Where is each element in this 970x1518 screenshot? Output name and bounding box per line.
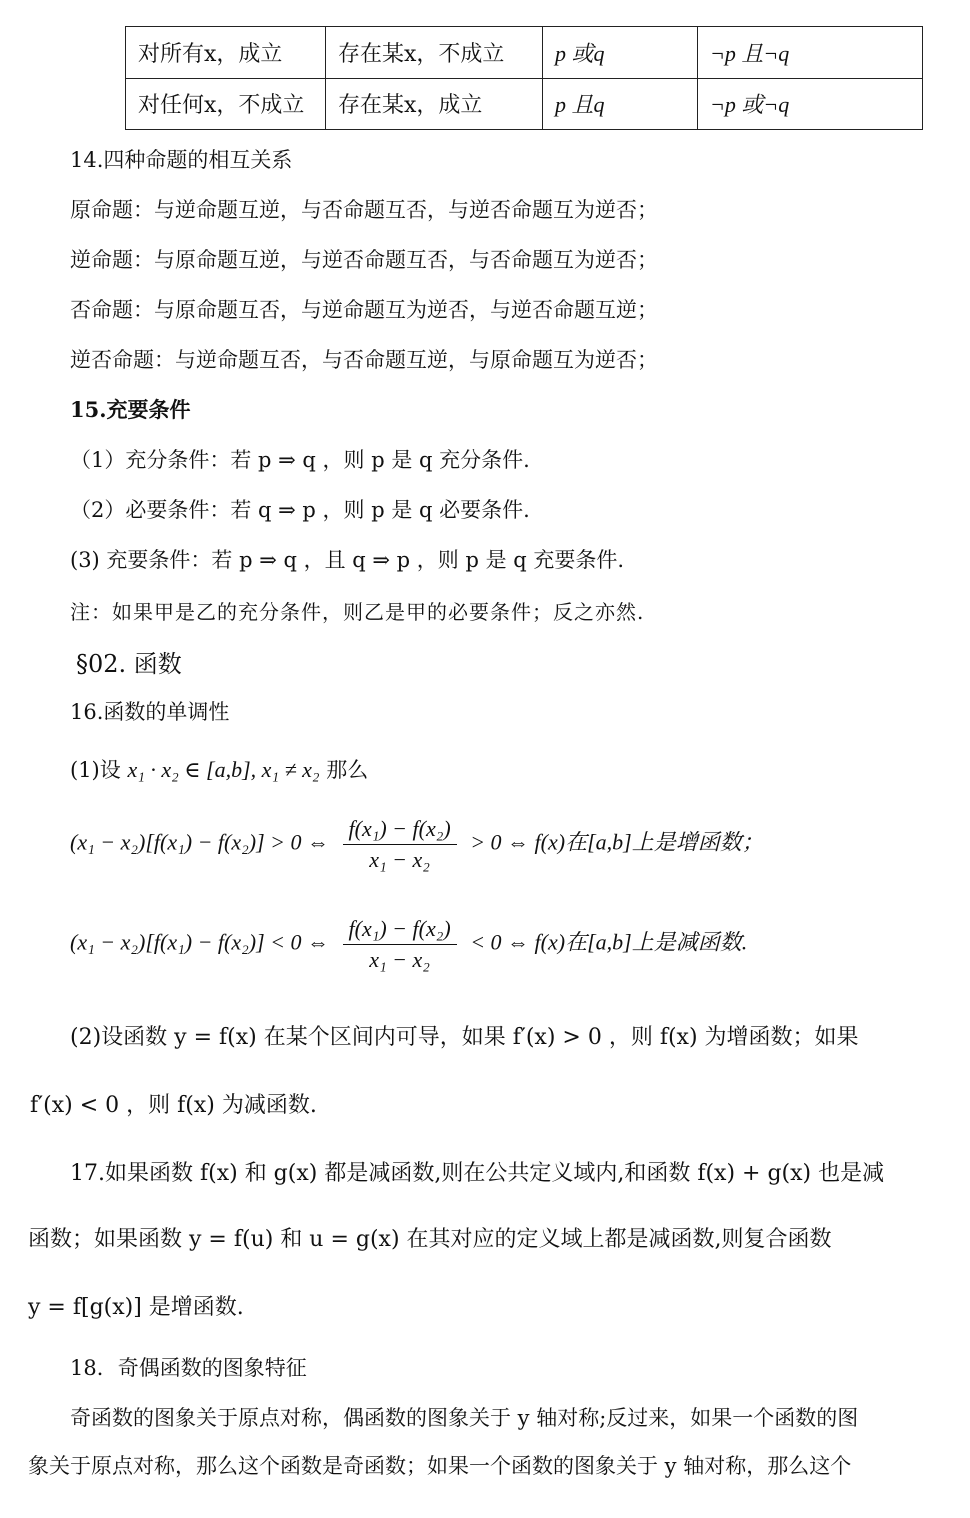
- formula-lhs: (x₁ − x₂)[f(x₁) − f(x₂)] < 0 ⇔: [70, 929, 329, 955]
- negation-table: [125, 26, 923, 130]
- s16-item1-math: x₁ · x₂ ∈ [a,b], x₁ ≠ x₂: [127, 757, 320, 782]
- s16-item2-line2: f′(x) < 0 ，则 f(x) 为减函数.: [30, 1093, 317, 1118]
- table-row: [126, 27, 923, 79]
- s16-item1: [70, 754, 368, 784]
- s16-item1-prefix: (1)设: [70, 758, 121, 782]
- s15-item: （2）必要条件：若 q ⇒ p ，则 p 是 q 必要条件.: [70, 498, 530, 522]
- s16-heading: 16.函数的单调性: [70, 700, 230, 724]
- table-cell: p 或q: [543, 27, 698, 79]
- s15-item: (3) 充要条件：若 p ⇒ q ，且 q ⇒ p ，则 p 是 q 充要条件.: [70, 548, 625, 572]
- table-cell: 对任何x，不成立: [126, 78, 326, 130]
- formula-decreasing: [70, 916, 747, 973]
- s15-heading: 15.充要条件: [70, 397, 191, 422]
- s15-note: 注：如果甲是乙的充分条件，则乙是甲的必要条件；反之亦然.: [70, 600, 645, 624]
- s14-line: 逆命题：与原命题互逆，与逆否命题互否，与否命题互为逆否；: [70, 248, 658, 272]
- formula-fraction: [343, 816, 457, 873]
- s14-heading: 14.四种命题的相互关系: [70, 148, 293, 172]
- table-cell: 对所有x，成立: [126, 27, 326, 79]
- s18-line2: 象关于原点对称，那么这个函数是奇函数；如果一个函数的图象关于 y 轴对称，那么这个: [28, 1454, 852, 1478]
- s16-item1-suffix: 那么: [326, 758, 369, 782]
- s17-line3: y = f[g(x)] 是增函数.: [28, 1295, 244, 1320]
- fraction-denominator: x₁ − x₂: [369, 947, 430, 972]
- formula-fraction: [343, 916, 457, 973]
- table-row: [126, 78, 923, 130]
- table-cell: 存在某x，成立: [326, 78, 543, 130]
- fraction-numerator: f(x₁) − f(x₂): [343, 816, 457, 845]
- fraction-denominator: x₁ − x₂: [369, 847, 430, 872]
- s14-line: 原命题：与逆命题互逆，与否命题互否，与逆否命题互为逆否；: [70, 198, 658, 222]
- formula-rhs: > 0 ⇔ f(x)在[a,b]上是增函数；: [470, 829, 764, 855]
- formula-rhs: < 0 ⇔ f(x)在[a,b]上是减函数.: [470, 929, 748, 955]
- s15-item: （1）充分条件：若 p ⇒ q ，则 p 是 q 充分条件.: [70, 448, 530, 472]
- formula-increasing: [70, 816, 764, 873]
- s14-line: 否命题：与原命题互否，与逆命题互为逆否，与逆否命题互逆；: [70, 298, 658, 322]
- s16-item2-line1: (2)设函数 y = f(x) 在某个区间内可导，如果 f′(x) > 0 ，则 f(x) 为增函数；如果: [70, 1025, 859, 1050]
- s18-line1: 奇函数的图象关于原点对称，偶函数的图象关于 y 轴对称;反过来，如果一个函数的图: [70, 1406, 859, 1430]
- table-cell: ¬p 且¬q: [698, 27, 923, 79]
- section-heading: §02. 函数: [76, 650, 182, 678]
- table-cell: ¬p 或¬q: [698, 78, 923, 130]
- table-cell: p 且q: [543, 78, 698, 130]
- s17-line2: 函数；如果函数 y = f(u) 和 u = g(x) 在其对应的定义域上都是减函数,则复合函数: [28, 1227, 832, 1252]
- s14-line: 逆否命题：与逆命题互否，与否命题互逆，与原命题互为逆否；: [70, 348, 658, 372]
- s17-line1: 17.如果函数 f(x) 和 g(x) 都是减函数,则在公共定义域内,和函数 f(x) + g(x) 也是减: [70, 1161, 885, 1186]
- formula-lhs: (x₁ − x₂)[f(x₁) − f(x₂)] > 0 ⇔: [70, 829, 329, 855]
- s18-heading: 18．奇偶函数的图象特征: [70, 1356, 307, 1380]
- table-cell: 存在某x，不成立: [326, 27, 543, 79]
- fraction-numerator: f(x₁) − f(x₂): [343, 916, 457, 945]
